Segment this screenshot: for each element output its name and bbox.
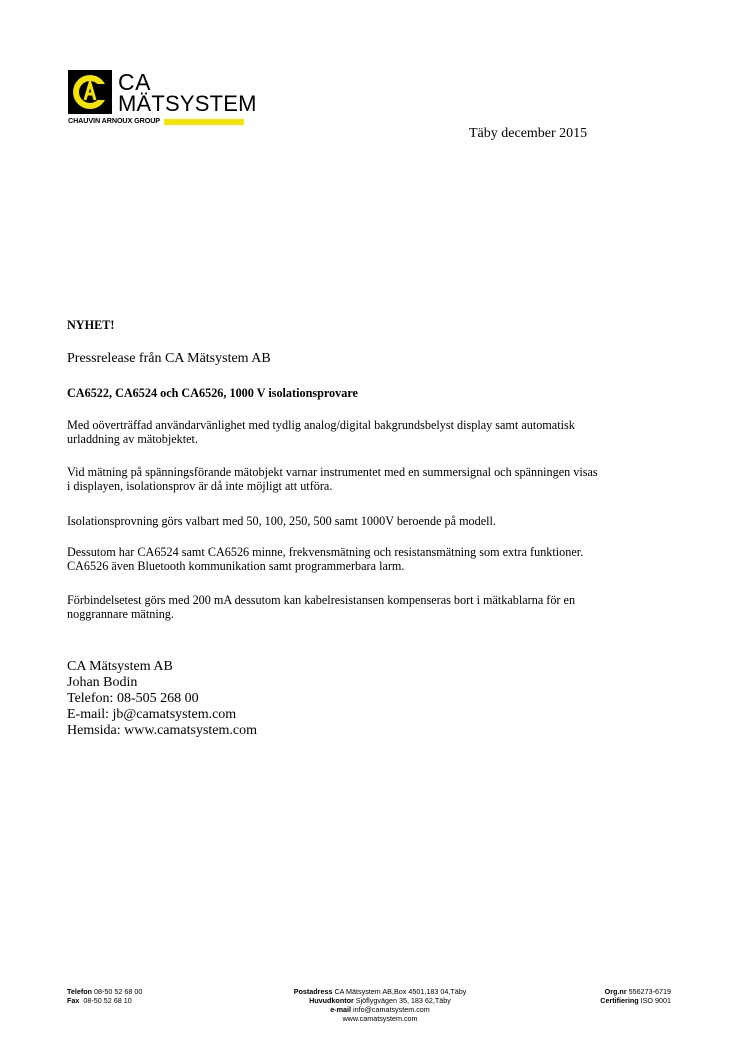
footer-email [230,1005,530,1014]
paragraph-line: i displayen, isolationsprov är då inte möjligt att utföra. [67,479,333,493]
paragraph-line: urladdning av mätobjektet. [67,432,198,446]
paragraph-line: noggrannare mätning. [67,607,174,621]
paragraph-line: Med oöverträffad användarvänlighet med tydlig analog/digital bakgrundsbelyst display samt automatisk [67,418,575,432]
footer-label: Org.nr [604,987,627,996]
paragraph-5 [67,593,575,621]
logo-text-matsystem: MÄTSYSTEM [118,91,257,116]
footer-value: 08-50 52 68 00 [92,987,143,996]
footer-phone [67,987,142,996]
paragraph-3 [67,514,496,528]
document-date: Täby december 2015 [469,126,588,141]
footer-org-number [600,987,671,996]
contact-name: Johan Bodin [67,675,138,690]
footer-head-office [230,996,530,1005]
footer-fax [67,996,142,1005]
footer-center [230,987,530,1023]
paragraph-1 [67,418,575,446]
footer-value: Sjöflygvägen 35, 183 62,Täby [353,996,451,1005]
footer-website: www.camatsystem.com [342,1014,418,1023]
footer-label: Postadress [293,987,333,996]
contact-block [67,659,257,739]
footer-value: 08-50 52 68 10 [79,996,132,1005]
ca-logo-icon [68,70,112,114]
paragraph-2 [67,465,598,493]
logo-text-ca: CA [118,69,151,95]
paragraph-line: Vid mätning på spänningsförande mätobjekt varnar instrumentet med en summersignal och spänningen visas [67,465,598,479]
footer-label: e-mail [330,1005,351,1014]
footer-label: Fax [67,996,80,1005]
contact-email: E-mail: jb@camatsystem.com [67,707,237,722]
paragraph-4 [67,545,583,573]
footer-right [600,987,671,1005]
footer-value: 556273-6719 [626,987,671,996]
paragraph-line: Isolationsprovning görs valbart med 50, 100, 250, 500 samt 1000V beroende på modell. [67,514,496,528]
footer-label: Telefon [67,987,93,996]
paragraph-line: Dessutom har CA6524 samt CA6526 minne, frekvensmätning och resistansmätning som extra funktioner. [67,545,584,559]
paragraph-line: Förbindelsetest görs med 200 mA dessutom kan kabelresistansen kompenseras bort i mätkablarna för en [67,593,576,607]
footer-value: ISO 9001 [638,996,671,1005]
footer-value: info@camatsystem.com [350,1005,430,1014]
contact-company: CA Mätsystem AB [67,659,173,674]
footer-postal-address [230,987,530,996]
footer-label: Certifiering [600,996,639,1005]
footer-label: Huvudkontor [309,996,354,1005]
paragraph-line: CA6526 även Bluetooth kommunikation samt programmerbara larm. [67,559,405,573]
logo-group-text: CHAUVIN ARNOUX GROUP [68,116,160,125]
contact-website: Hemsida: www.camatsystem.com [67,723,257,738]
footer-certification [600,996,671,1005]
subtitle: Pressrelease från CA Mätsystem AB [67,351,271,366]
footer-left [67,987,142,1005]
contact-phone: Telefon: 08-505 268 00 [67,691,199,706]
logo-yellow-bar [164,119,244,125]
product-title: CA6522, CA6524 och CA6526, 1000 V isolationsprovare [67,386,358,400]
company-logo [68,69,257,126]
footer-value: CA Mätsystem AB,Box 4501,183 04,Täby [332,987,467,996]
heading: NYHET! [67,318,115,332]
